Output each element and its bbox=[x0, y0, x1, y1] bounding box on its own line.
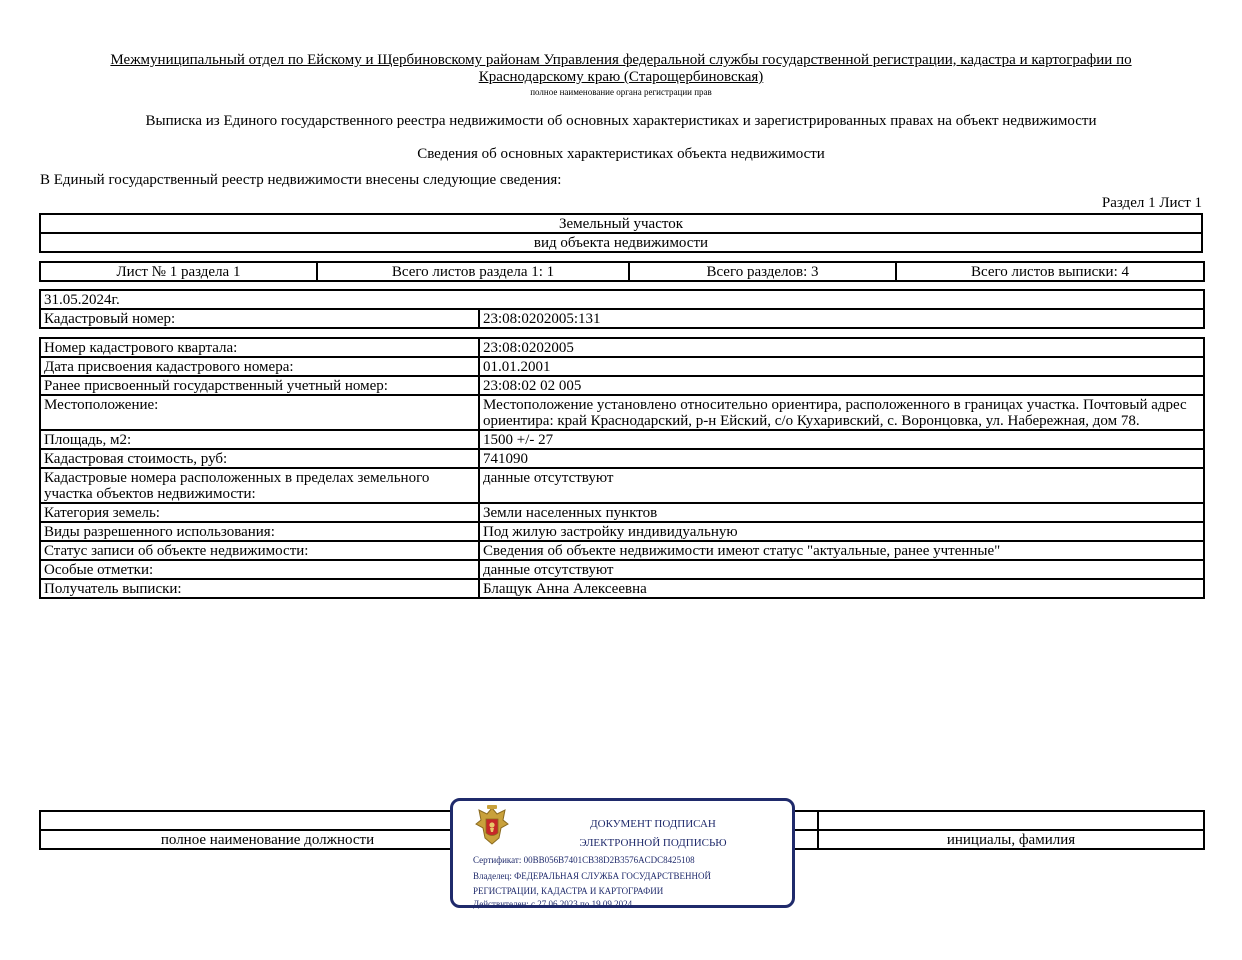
detail-label: Особые отметки: bbox=[40, 560, 479, 579]
detail-label: Ранее присвоенный государственный учетный номер: bbox=[40, 376, 479, 395]
cadastral-number-value: 23:08:0202005:131 bbox=[479, 309, 1204, 328]
extract-sheet-count: Всего листов выписки: 4 bbox=[896, 262, 1204, 281]
detail-value: Блащук Анна Алексеевна bbox=[479, 579, 1204, 598]
section-count: Всего разделов: 3 bbox=[629, 262, 896, 281]
stamp-heading-2: ЭЛЕКТРОННОЙ ПОДПИСЬЮ bbox=[579, 837, 727, 849]
document-title: Выписка из Единого государственного реестра недвижимости об основных характеристиках и зарегистрированных правах на объект недвижимости bbox=[145, 113, 1097, 129]
position-field bbox=[40, 811, 495, 830]
detail-label: Статус записи об объекте недвижимости: bbox=[40, 541, 479, 560]
object-kind-caption: вид объекта недвижимости bbox=[40, 233, 1202, 252]
detail-value: 01.01.2001 bbox=[479, 357, 1204, 376]
detail-label: Площадь, м2: bbox=[40, 430, 479, 449]
object-kind-table bbox=[39, 213, 1203, 253]
detail-label: Категория земель: bbox=[40, 503, 479, 522]
detail-label: Получатель выписки: bbox=[40, 579, 479, 598]
date-cadastral-table bbox=[39, 289, 1205, 329]
sheet-info-table bbox=[39, 261, 1205, 282]
detail-row bbox=[40, 449, 1204, 468]
detail-row bbox=[40, 338, 1204, 357]
detail-row bbox=[40, 560, 1204, 579]
russian-emblem-icon bbox=[473, 804, 511, 848]
detail-value: 741090 bbox=[479, 449, 1204, 468]
detail-row bbox=[40, 430, 1204, 449]
position-caption: полное наименование должности bbox=[40, 830, 495, 849]
electronic-signature-stamp bbox=[450, 798, 795, 908]
detail-label: Местоположение: bbox=[40, 395, 479, 430]
characteristics-table bbox=[39, 337, 1205, 599]
authority-line-2: Краснодарскому краю (Старощербиновская) bbox=[478, 69, 764, 85]
detail-value: 23:08:0202005 bbox=[479, 338, 1204, 357]
detail-row bbox=[40, 376, 1204, 395]
sheet-number: Лист № 1 раздела 1 bbox=[40, 262, 317, 281]
detail-row bbox=[40, 357, 1204, 376]
detail-row bbox=[40, 395, 1204, 430]
stamp-certificate: Сертификат: 00BB056B7401CB38D2B3576ACDC8425108 bbox=[473, 855, 695, 865]
extract-date: 31.05.2024г. bbox=[40, 290, 1204, 309]
stamp-validity: Действителен: с 27.06.2023 по 19.09.2024 bbox=[473, 899, 633, 909]
detail-label: Номер кадастрового квартала: bbox=[40, 338, 479, 357]
detail-label: Виды разрешенного использования: bbox=[40, 522, 479, 541]
detail-value: данные отсутствуют bbox=[479, 468, 1204, 503]
detail-value: Сведения об объекте недвижимости имеют статус "актуальные, ранее учтенные" bbox=[479, 541, 1204, 560]
registration-authority bbox=[30, 52, 1212, 86]
name-caption: инициалы, фамилия bbox=[818, 830, 1204, 849]
detail-value: 1500 +/- 27 bbox=[479, 430, 1204, 449]
stamp-owner-line-1: Владелец: ФЕДЕРАЛЬНАЯ СЛУЖБА ГОСУДАРСТВЕННОЙ bbox=[473, 871, 712, 881]
document-subtitle: Сведения об основных характеристиках объекта недвижимости bbox=[417, 146, 825, 162]
authority-caption: полное наименование органа регистрации прав bbox=[530, 87, 712, 97]
detail-label: Кадастровые номера расположенных в пределах земельного участка объектов недвижимости: bbox=[40, 468, 479, 503]
stamp-heading-1: ДОКУМЕНТ ПОДПИСАН bbox=[590, 818, 716, 830]
intro-text: В Единый государственный реестр недвижимости внесены следующие сведения: bbox=[40, 172, 562, 188]
detail-value: 23:08:02 02 005 bbox=[479, 376, 1204, 395]
object-kind: Земельный участок bbox=[40, 214, 1202, 233]
detail-value: данные отсутствуют bbox=[479, 560, 1204, 579]
authority-line-1: Межмуниципальный отдел по Ейскому и Щербиновскому районам Управления федеральной службы государственной регистрации, кадастра и картографии по bbox=[110, 52, 1132, 68]
detail-value: Под жилую застройку индивидуальную bbox=[479, 522, 1204, 541]
detail-value: Земли населенных пунктов bbox=[479, 503, 1204, 522]
detail-row bbox=[40, 503, 1204, 522]
name-field bbox=[818, 811, 1204, 830]
detail-row bbox=[40, 468, 1204, 503]
section-reference: Раздел 1 Лист 1 bbox=[1101, 195, 1202, 211]
detail-label: Дата присвоения кадастрового номера: bbox=[40, 357, 479, 376]
cadastral-number-label: Кадастровый номер: bbox=[40, 309, 479, 328]
detail-label: Кадастровая стоимость, руб: bbox=[40, 449, 479, 468]
stamp-owner-line-2: РЕГИСТРАЦИИ, КАДАСТРА И КАРТОГРАФИИ bbox=[473, 886, 664, 896]
detail-row bbox=[40, 541, 1204, 560]
section-sheet-count: Всего листов раздела 1: 1 bbox=[317, 262, 629, 281]
detail-row bbox=[40, 579, 1204, 598]
detail-value: Местоположение установлено относительно ориентира, расположенного в границах участка. Почтовый адрес ориентира: край Краснодарский, р-н Ейский, с/о Кухаривский, с. Воронцовка, ул. Набережная, дом 78. bbox=[479, 395, 1204, 430]
detail-row bbox=[40, 522, 1204, 541]
